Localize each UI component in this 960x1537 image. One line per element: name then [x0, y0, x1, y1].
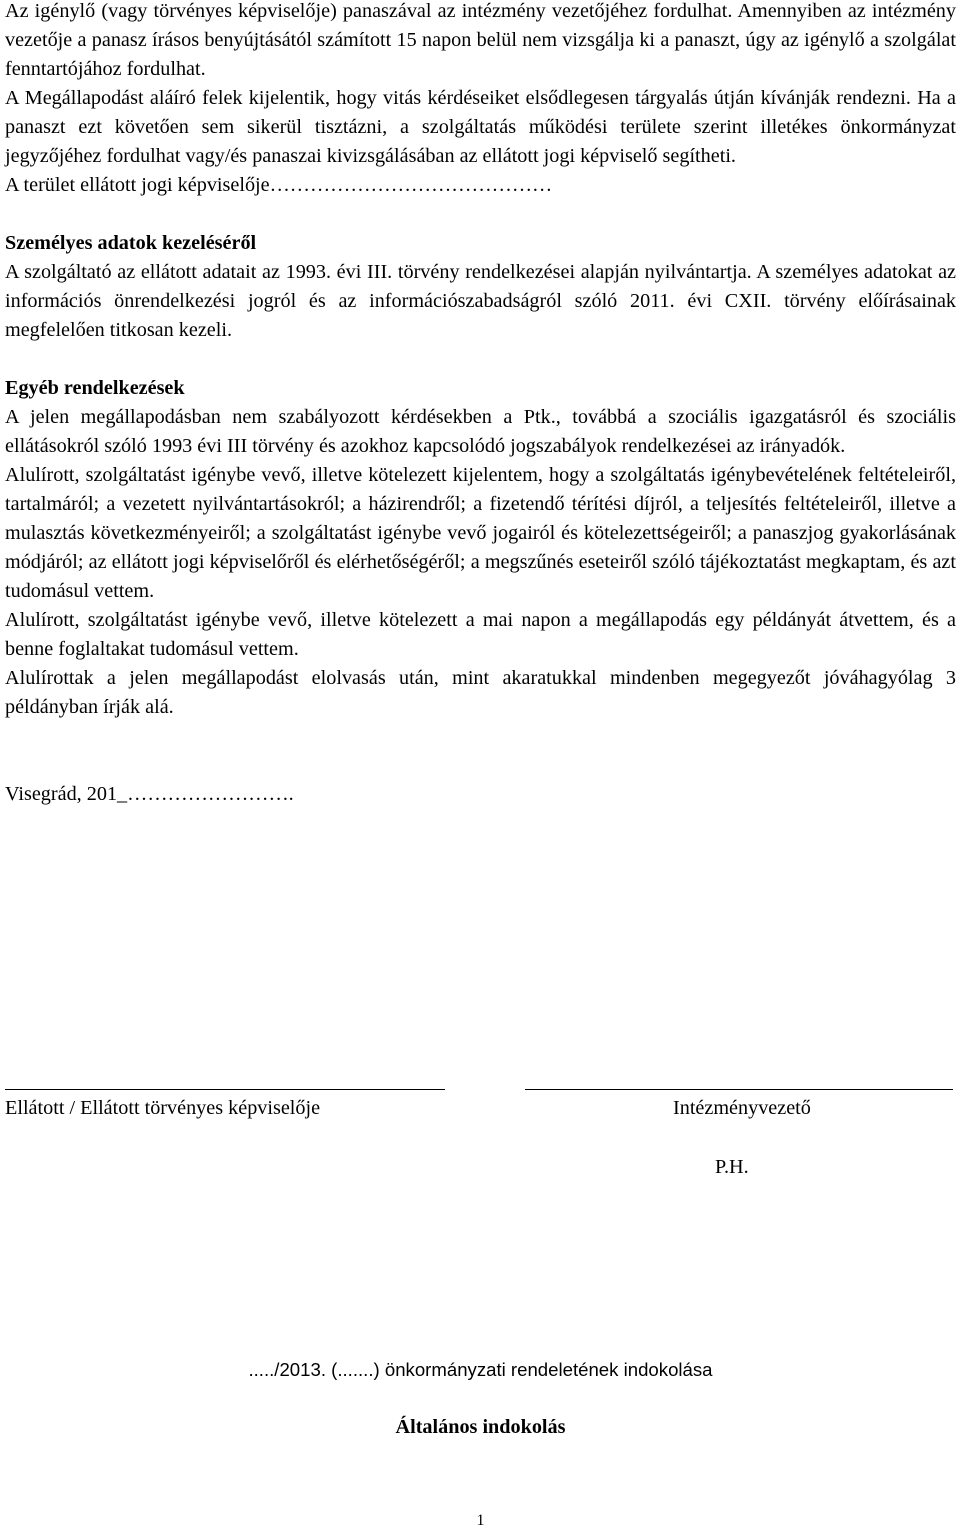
- heading-personal-data: Személyes adatok kezeléséről: [5, 232, 257, 254]
- document-page: [5, 0, 956, 1529]
- paragraph-other-2: Alulírott, szolgáltatást igénybe vevő, illetve kötelezett kijelentem, hogy a szolgáltatás igénybevételének feltételeiről, tartalmáról; a vezetett nyilvántartásokról; a házirendről; a fizetendő térítési díjról, a teljesítés feltételeiről, illetve a mulasztás következményeiről; a szolgáltatást igénybe vevő jogairól és kötelezettségeiről; a panaszjog gyakorlásának módjáról; az ellátott jogi képviselőről és elérhetőségéről; a megszűnés eseteiről szóló tájékoztatást megkaptam, és azt tudomásul vettem.: [5, 464, 956, 602]
- paragraph-complaint: Az igénylő (vagy törvényes képviselője) panaszával az intézmény vezetőjéhez fordulhat. Amennyiben az intézmény vezetője a panasz írásos benyújtásától számított 15 napon belül nem vizsgálja ki a panaszt, úgy az igénylő a szolgálat fenntartójához fordulhat.: [5, 0, 956, 80]
- spacer: [5, 345, 956, 374]
- general-justification-title: Általános indokolás: [395, 1416, 566, 1438]
- page-number: 1: [476, 1512, 485, 1529]
- signature-lines: [5, 1089, 956, 1091]
- paragraph-dispute: A Megállapodást aláíró felek kijelentik, hogy vitás kérdéseiket elsődlegesen tárgyalás útján kívánják rendezni. Ha a panaszt ezt követően sem sikerül tisztázni, a szolgáltatás működési területe szerint illetékes önkormányzat jegyzőjéhez fordulhat vagy/és panaszai kivizsgálásában az ellátott jogi képviselő segítheti.: [5, 87, 956, 167]
- spacer: [5, 722, 956, 780]
- paragraph-other-1: A jelen megállapodásban nem szabályozott kérdésekben a Ptk., továbbá a szociális igazgatásról és szociális ellátásokról szóló 1993 évi III törvény és azokhoz kapcsolódó jogszabályok rendelkezései az irányadók.: [5, 406, 956, 457]
- paragraph-other-4: Alulírottak a jelen megállapodást elolvasás után, mint akaratukkal mindenben megegyezőt jóváhagyólag 3 példányban írják alá.: [5, 667, 956, 718]
- signature-line-right: [525, 1089, 953, 1090]
- decree-title: ...../2013. (.......) önkormányzati rendeletének indokolása: [248, 1359, 713, 1380]
- place-date-line: Visegrád, 201_…………………….: [5, 783, 294, 805]
- paragraph-other-3: Alulírott, szolgáltatást igénybe vevő, illetve kötelezett a mai napon a megállapodás egy példányát átvettem, és a benne foglaltakat tudomásul vettem.: [5, 609, 956, 660]
- signature-label-client: Ellátott / Ellátott törvényes képviselője: [5, 1097, 321, 1119]
- signature-label-director: Intézményvezető: [673, 1097, 811, 1119]
- paragraph-personal-data: A szolgáltató az ellátott adatait az 1993. évi III. törvény rendelkezései alapján nyilvántartja. A személyes adatokat az információs önrendelkezési jogról és az információszabadságról szóló 2011. évi CXII. törvény előírásainak megfelelően titkosan kezeli.: [5, 261, 956, 341]
- spacer: [5, 200, 956, 229]
- heading-other-provisions: Egyéb rendelkezések: [5, 377, 185, 399]
- signature-line-left: [5, 1089, 445, 1090]
- paragraph-legal-representative: A terület ellátott jogi képviselője……………………………………: [5, 174, 553, 196]
- stamp-placeholder: P.H.: [715, 1156, 749, 1178]
